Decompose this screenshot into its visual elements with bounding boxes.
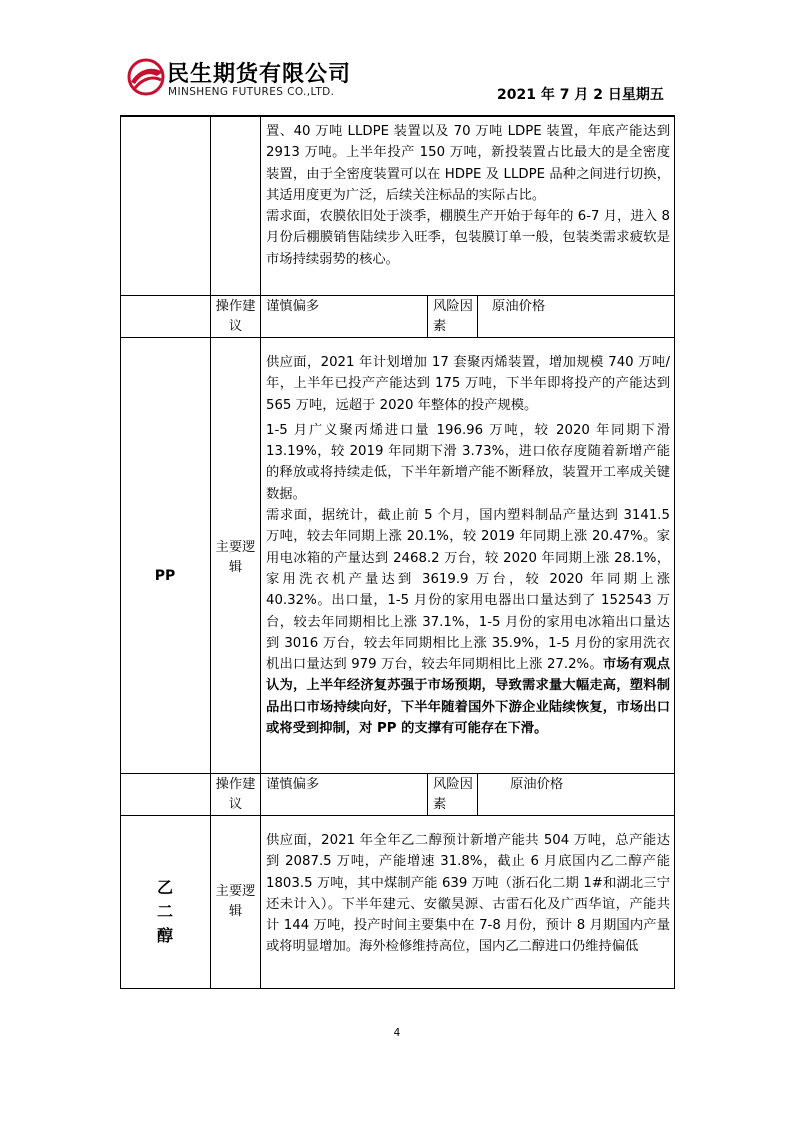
pe-risk-label: 风险因素	[433, 299, 473, 334]
pp-op-value: 谨慎偏多	[266, 777, 320, 792]
pe-op-label: 操作建议	[215, 299, 256, 334]
company-name-en: MINSHENG FUTURES CO.,LTD.	[168, 86, 335, 98]
pp-logic-label: 主要逻辑	[215, 540, 256, 575]
pe-logic-para-1: 置、40 万吨 LLDPE 装置以及 70 万吨 LDPE 装置，年底产能达到 2913 万吨。上半年投产 150 万吨，新投装置占比最大的是全密度装置，由于全密度装置可以在 HDPE 及 LLDPE 品种之间进行切换，其适用度更为广泛，后续关注标品的实际占比。	[266, 124, 670, 203]
company-logo	[127, 55, 367, 103]
pe-logic-text	[266, 121, 670, 270]
table-row-eg-logic	[120, 815, 675, 989]
eg-logic-label: 主要逻辑	[215, 884, 256, 919]
pe-logic-para-2: 需求面，农膜依旧处于淡季，棚膜生产开始于每年的 6-7 月，进入 8 月份后棚膜销售陆续步入旺季，包装膜订单一般，包装类需求疲软是市场持续弱势的核心。	[266, 209, 670, 267]
table-row-pe-logic	[120, 117, 675, 295]
pe-op-value: 谨慎偏多	[266, 299, 320, 314]
pp-op-label: 操作建议	[215, 777, 256, 812]
page-number: 4	[393, 1027, 401, 1039]
minsheng-logo-icon	[127, 58, 165, 96]
eg-logic-para-1: 供应面，2021 年全年乙二醇预计新增产能共 504 万吨，总产能达到 2087.5 万吨，产能增速 31.8%，截止 6 月底国内乙二醇产能 1803.5 万吨，其中煤制产能 639 万吨（浙石化二期 1#和湖北三宁还未计入）。下半年建元、安徽昊源、古雷石化及广西华谊，产能共计 144 万吨，投产时间主要集中在 7-8 月份，预计 8 月期国内产量或将明显增加。海外检修维持高位，国内乙二醇进口仍维持偏低	[266, 833, 670, 955]
eg-logic-text	[266, 830, 670, 958]
pp-risk-value: 原油价格	[510, 777, 564, 792]
report-date: 2021 年 7 月 2 日星期五	[497, 87, 664, 103]
eg-product-name: 乙二醇	[156, 878, 173, 945]
table-row-pp-operation	[120, 773, 675, 816]
pp-logic-para-1: 供应面，2021 年计划增加 17 套聚丙烯装置，增加规模 740 万吨/年，上半年已投产产能达到 175 万吨，下半年即将投产的产能达到 565 万吨，远超于 2020 年整体的投产规模。	[266, 355, 670, 413]
pp-logic-text	[266, 352, 670, 739]
pp-logic-para-2: 1-5 月广义聚丙烯进口量 196.96 万吨，较 2020 年同期下滑 13.19%，较 2019 年同期下滑 3.73%，进口依存度随着新增产能的释放或将持续走低，下半年新增产能不断释放，装置开工率成关键数据。	[266, 422, 670, 502]
company-name-cn: 民生期货有限公司	[167, 62, 352, 87]
table-row-pp-logic	[120, 337, 675, 774]
pp-risk-label: 风险因素	[433, 777, 473, 812]
table-row-pe-operation	[120, 295, 675, 338]
pe-risk-value: 原油价格	[492, 299, 546, 314]
pp-logic-para-3b: 市场有观点认为，上半年经济复苏强于市场预期，导致需求量大幅走高，塑料制品出口市场持续向好，下半年随着国外下游企业陆续恢复，市场出口或将受到抑制，对 PP 的支撑有可能存在下滑。	[266, 657, 670, 737]
pp-logic-para-3a: 需求面，据统计，截止前 5 个月，国内塑料制品产量达到 3141.5 万吨，较去年同期上涨 20.1%，较 2019 年同期上涨 20.47%。家用电冰箱的产量达到 2468.2 万台，较 2020 年同期上涨 28.1%，家用洗衣机产量达到 3619.9 万台，较 2020 年同期上涨 40.32%。出口量，1-5 月份的家用电器出口量达到了 152543 万台，较去年同期相比上涨 37.1%，1-5 月份的家用电冰箱出口量达到 3016 万台，较去年同期相比上涨 35.9%，1-5 月份的家用洗衣机出口量达到 979 万台，较去年同期相比上涨 27.2%。	[266, 508, 670, 673]
pp-product-name: PP	[154, 568, 176, 584]
